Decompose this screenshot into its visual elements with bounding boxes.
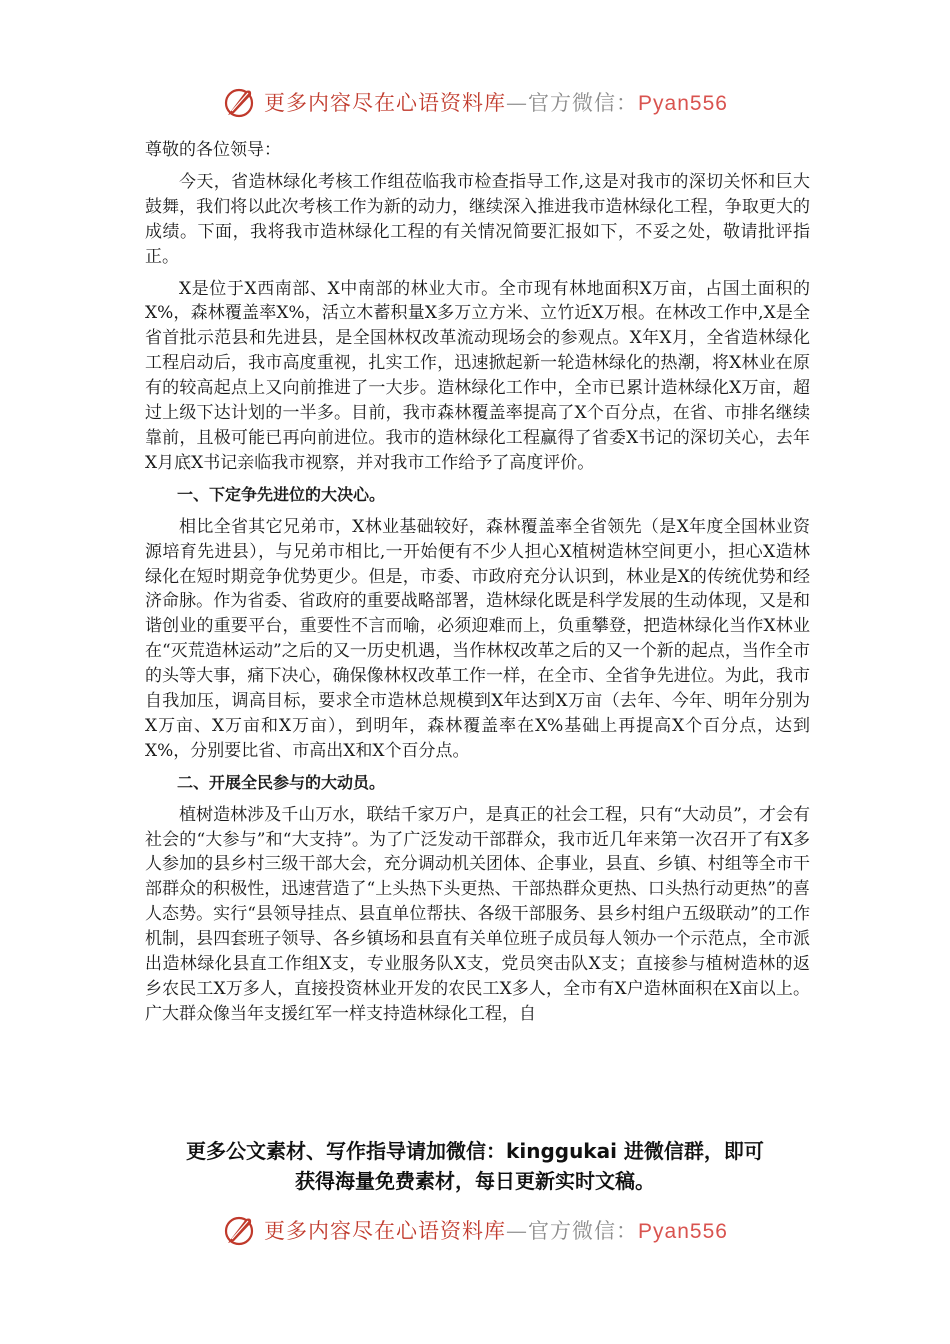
- header-brand: 更多内容尽在心语资料库: [264, 91, 507, 115]
- footer-label: 官方微信：: [528, 1219, 639, 1243]
- header-banner: [0, 82, 950, 122]
- promo-line-1: 更多公文素材、写作指导请加微信：kinggukai 进微信群，即可: [186, 1139, 764, 1163]
- quill-logo-icon: [222, 85, 256, 119]
- salutation: 尊敬的各位领导：: [145, 140, 281, 160]
- promo-notice: [120, 1136, 830, 1196]
- intro-paragraph: 今天，省造林绿化考核工作组莅临我市检查指导工作,这是对我市的深切关怀和巨大鼓舞，我们将以此次考核工作为新的动力，继续深入推进我市造林绿化工程，争取更大的成绩。下面，我将我市造林绿化工程的有关情况简要汇报如下，不妥之处，敬请批评指正。: [145, 171, 810, 267]
- footer-brand: 更多内容尽在心语资料库: [264, 1219, 507, 1243]
- footer-dash: —: [506, 1219, 529, 1243]
- document-body: [145, 138, 810, 1034]
- footer-text: [264, 1215, 728, 1245]
- section-heading-2: 二、开展全民参与的大动员。: [177, 772, 386, 792]
- background-paragraph: X是位于X西南部、X中南部的林业大市。全市现有林地面积X万亩，占国土面积的X%，森林覆盖率X%，活立木蓄积量X多万立方米、立竹近X万根。在林改工作中,X是全省首批示范县和先进县，是全国林权改革流动现场会的参观点。X年X月，全省造林绿化工程启动后，我市高度重视，扎实工作，迅速掀起新一轮造林绿化的热潮，将X林业在原有的较高起点上又向前推进了一大步。造林绿化工作中，全市已累计造林绿化X万亩，超过上级下达计划的一半多。目前，我市森林覆盖率提高了X个百分点，在省、市排名继续靠前，且极可能已再向前进位。我市的造林绿化工程赢得了省委X书记的深切关心，去年X月底X书记亲临我市视察，并对我市工作给予了高度评价。: [145, 278, 810, 473]
- header-wechat-id: Pyan556: [638, 92, 728, 115]
- header-label: 官方微信：: [528, 91, 639, 115]
- header-text: [264, 87, 728, 117]
- quill-logo-icon: [222, 1213, 256, 1247]
- section-2-paragraph: 植树造林涉及千山万水，联结千家万户，是真正的社会工程，只有“大动员”，才会有社会的“大参与”和“大支持”。为了广泛发动干部群众，我市近几年来第一次召开了有X多人参加的县乡村三级干部大会，充分调动机关团体、企事业，县直、乡镇、村组等全市干部群众的积极性，迅速营造了“上头热下头更热、干部热群众更热、口头热行动更热”的喜人态势。实行“县领导挂点、县直单位帮扶、各级干部服务、县乡村组户五级联动”的工作机制，县四套班子领导、各乡镇场和县直有关单位班子成员每人领办一个示范点，全市派出造林绿化县直工作组X支，专业服务队X支，党员突击队X支；直接参与植树造林的返乡农民工X万多人，直接投资林业开发的农民工X多人，全市有X户造林面积在X亩以上。广大群众像当年支援红军一样支持造林绿化工程，自: [145, 804, 810, 1024]
- promo-line-2: 获得海量免费素材，每日更新实时文稿。: [295, 1169, 655, 1193]
- section-heading-1: 一、下定争先进位的大决心。: [177, 484, 386, 504]
- section-1-paragraph: 相比全省其它兄弟市，X林业基础较好，森林覆盖率全省领先（是X年度全国林业资源培育先进县），与兄弟市相比,一开始便有不少人担心X植树造林空间更小，担心X造林绿化在短时期竞争优势更少。但是，市委、市政府充分认识到，林业是X的传统优势和经济命脉。作为省委、省政府的重要战略部署，造林绿化既是科学发展的生动体现，又是和谐创业的重要平台，重要性不言而喻，必须迎难而上，负重攀登，把造林绿化当作X林业在“灭荒造林运动”之后的又一历史机遇，当作林权改革之后的又一个新的起点，当作全市的头等大事，痛下决心，确保像林权改革工作一样，在全市、全省争先进位。为此，我市自我加压，调高目标，要求全市造林总规模到X年达到X万亩（去年、今年、明年分别为X万亩、X万亩和X万亩），到明年，森林覆盖率在X%基础上再提高X个百分点，达到X%，分别要比省、市高出X和X个百分点。: [145, 516, 810, 761]
- header-dash: —: [506, 91, 529, 115]
- footer-banner: [0, 1210, 950, 1250]
- footer-wechat-id: Pyan556: [638, 1220, 728, 1243]
